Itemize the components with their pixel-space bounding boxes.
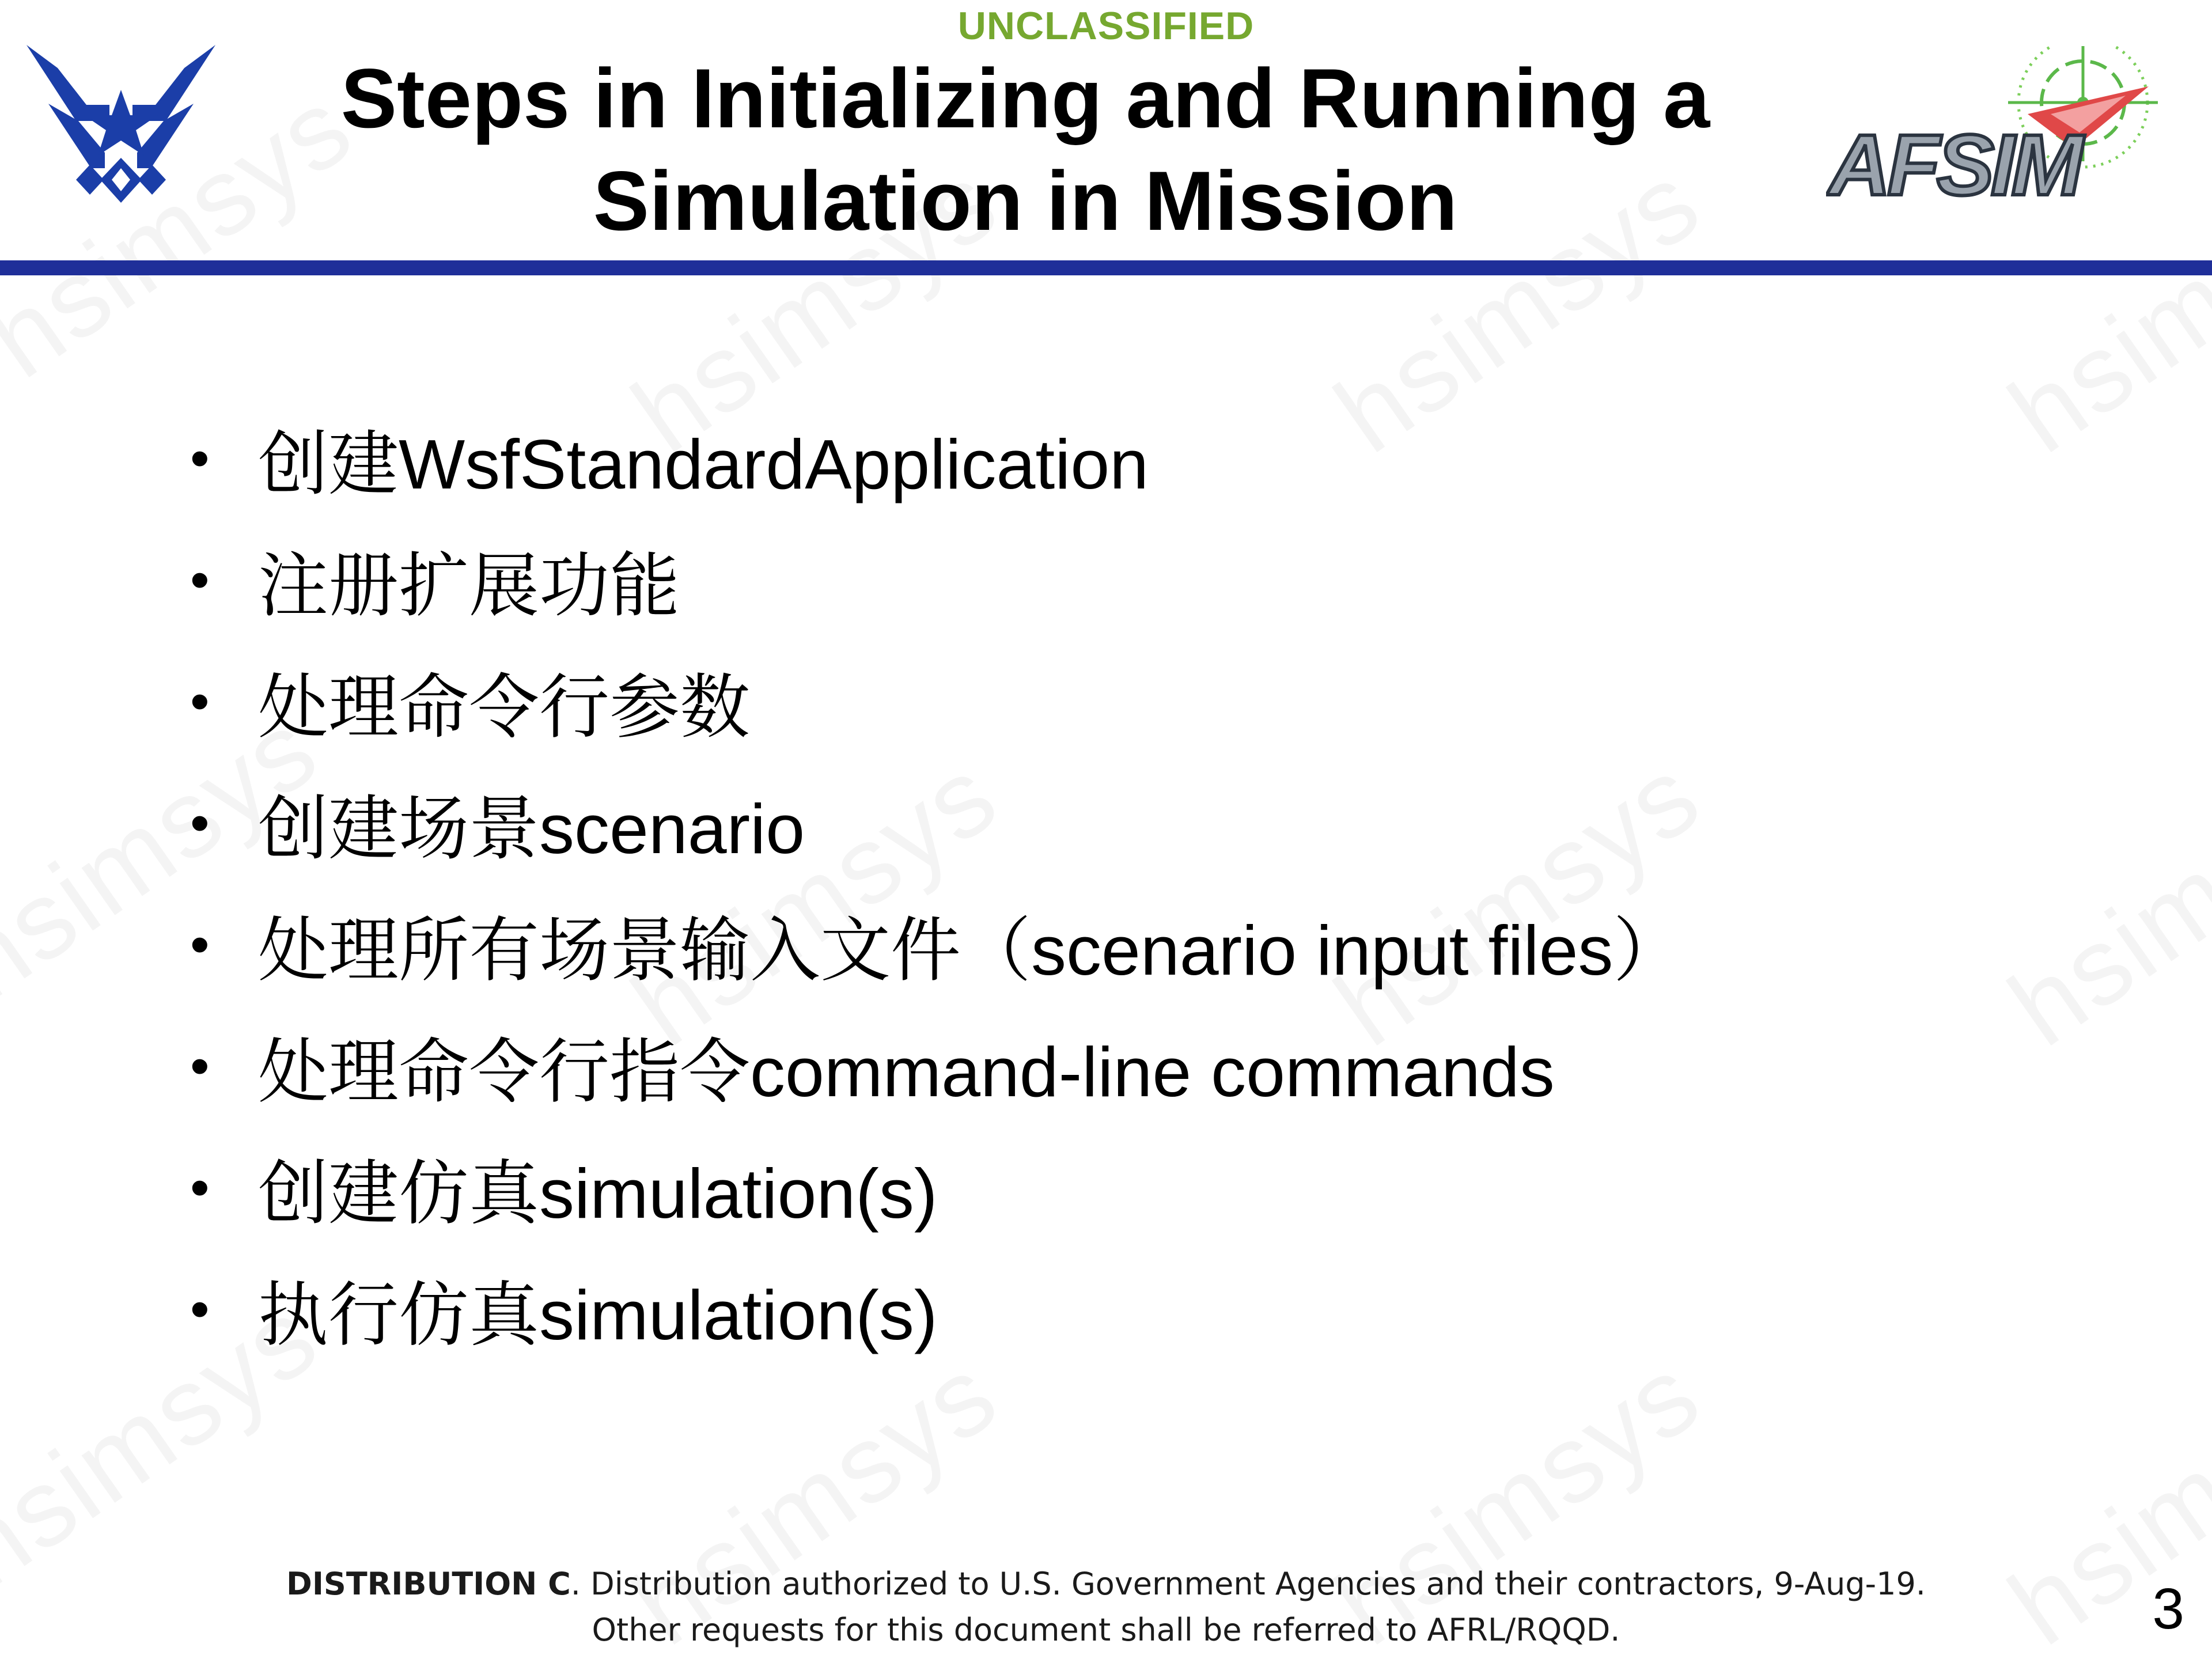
- list-item: [190, 397, 2149, 519]
- distribution-statement: . Distribution authorized to U.S. Government Agencies and their contractors, 9-Aug-19.: [570, 1566, 1926, 1602]
- bullet-list: [190, 397, 2149, 1370]
- footer-line-2: Other requests for this document shall be referred to AFRL/RQQD.: [592, 1612, 1620, 1648]
- title-divider: [0, 260, 2212, 275]
- list-item-text: 处理命令行参数: [258, 668, 750, 747]
- list-item-text: 处理命令行指令command-line commands: [258, 1033, 1555, 1111]
- classification-banner: UNCLASSIFIED: [957, 4, 1255, 48]
- bullet-icon: •: [190, 791, 210, 854]
- page-title-line-1: Steps in Initializing and Running a: [340, 51, 1710, 145]
- page-title: [242, 47, 1809, 252]
- afsim-logo-text: AFSIM: [1828, 116, 2080, 213]
- list-item: [190, 519, 2149, 641]
- bullet-icon: •: [190, 1156, 210, 1218]
- list-item: [190, 1005, 2149, 1127]
- list-item-text: 创建WsfStandardApplication: [258, 425, 1149, 503]
- afsim-logo-icon: [1826, 46, 2172, 213]
- list-item: [190, 1127, 2149, 1248]
- list-item: [190, 641, 2149, 762]
- list-item-text: 创建仿真simulation(s): [258, 1154, 938, 1233]
- distribution-footer: [0, 1561, 2212, 1653]
- list-item: [190, 1248, 2149, 1370]
- bullet-icon: •: [190, 670, 210, 732]
- list-item-text: 处理所有场景输入文件（scenario input files）: [258, 911, 1684, 990]
- page-number: 3: [2152, 1577, 2184, 1641]
- list-item: [190, 762, 2149, 884]
- list-item-text: 注册扩展功能: [258, 547, 680, 625]
- bullet-icon: •: [190, 1278, 210, 1340]
- list-item-text: 创建场景scenario: [258, 790, 805, 868]
- air-force-logo-icon: [23, 35, 219, 213]
- footer-line-1: [0, 1561, 2212, 1607]
- page-title-line-2: Simulation in Mission: [593, 154, 1458, 248]
- bullet-icon: •: [190, 548, 210, 611]
- distribution-label: DISTRIBUTION C: [286, 1566, 571, 1602]
- bullet-icon: •: [190, 427, 210, 489]
- list-item: [190, 884, 2149, 1005]
- bullet-icon: •: [190, 1035, 210, 1097]
- list-item-text: 执行仿真simulation(s): [258, 1276, 938, 1354]
- bullet-icon: •: [190, 913, 210, 975]
